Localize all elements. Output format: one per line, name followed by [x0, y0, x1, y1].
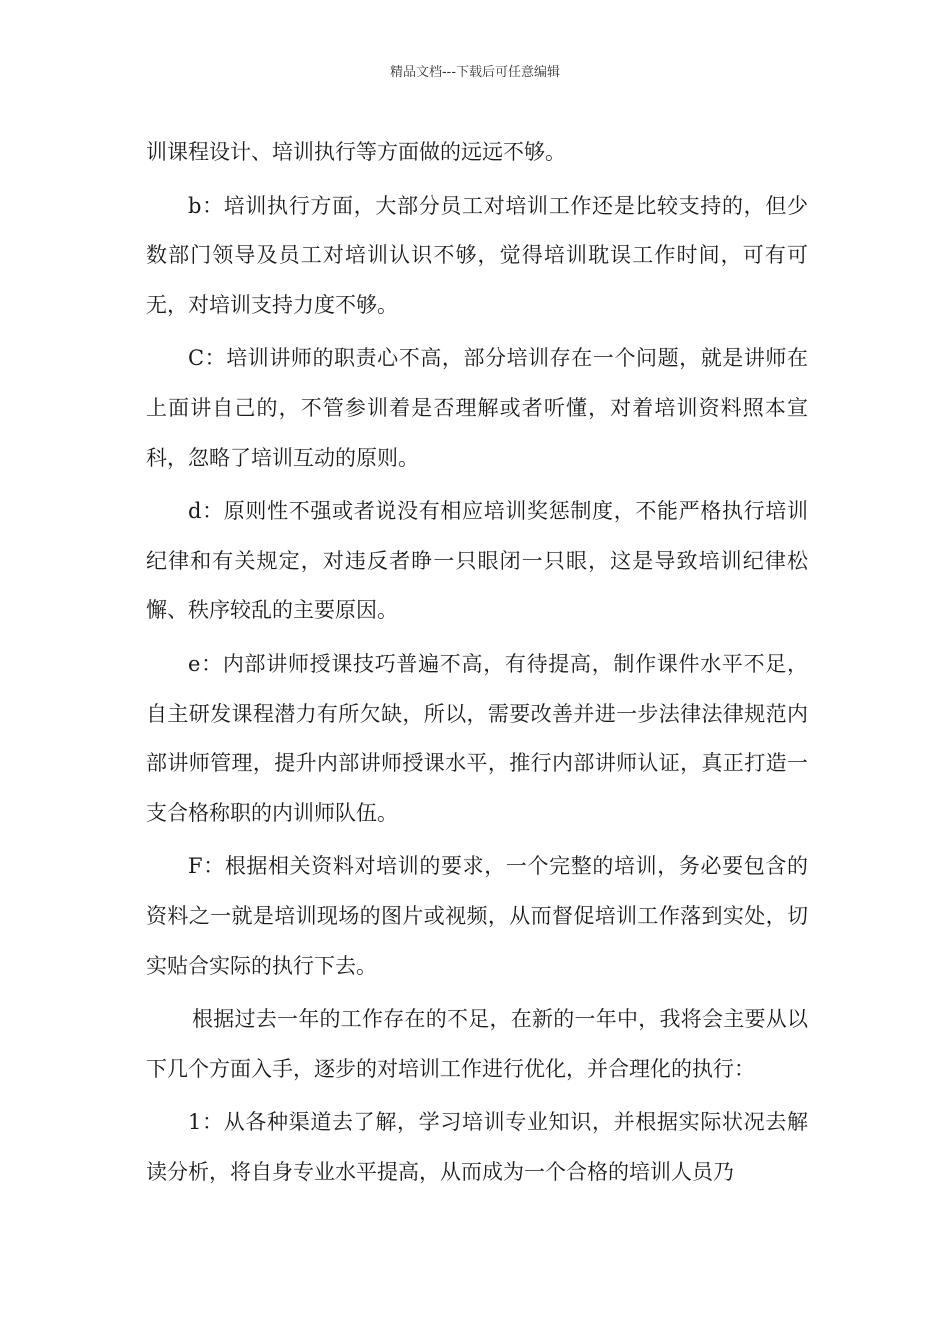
paragraph-item-e: e：内部讲师授课技巧普遍不高，有待提高，制作课件水平不足，自主研发课程潜力有所欠缺，所以，需要改善并进一步法律法律规范内部讲师管理，提升内部讲师授课水平，推行内部讲师认证，真正打造一支合格称职的内训师队伍。: [146, 651, 808, 825]
paragraph-item-d: d：原则性不强或者说没有相应培训奖惩制度，不能严格执行培训纪律和有关规定，对违反者睁一只眼闭一只眼，这是导致培训纪律松懈、秩序较乱的主要原因。: [146, 499, 808, 623]
paragraph-item-b: b：培训执行方面，大部分员工对培训工作还是比较支持的，但少数部门领导及员工对培训认识不够，觉得培训耽误工作时间，可有可无，对培训支持力度不够。: [146, 193, 808, 317]
paragraph-plan-intro: 根据过去一年的工作存在的不足，在新的一年中，我将会主要从以下几个方面入手，逐步的对培训工作进行优化，并合理化的执行：: [146, 1007, 808, 1081]
document-body: [146, 128, 808, 1201]
paragraph-item-c: C：培训讲师的职责心不高，部分培训存在一个问题，就是讲师在上面讲自己的，不管参训着是否理解或者听懂，对着培训资料照本宣科，忽略了培训互动的原则。: [146, 346, 808, 470]
page-header: 精品文档---下载后可任意编辑: [389, 65, 561, 80]
paragraph-continuation: 训课程设计、培训执行等方面做的远远不够。: [146, 140, 566, 164]
paragraph-plan-item-1: 1：从各种渠道去了解，学习培训专业知识，并根据实际状况去解读分析，将自身专业水平提高，从而成为一个合格的培训人员乃: [146, 1110, 808, 1184]
paragraph-item-f: F：根据相关资料对培训的要求，一个完整的培训，务必要包含的资料之一就是培训现场的图片或视频，从而督促培训工作落到实处，切实贴合实际的执行下去。: [146, 854, 808, 978]
